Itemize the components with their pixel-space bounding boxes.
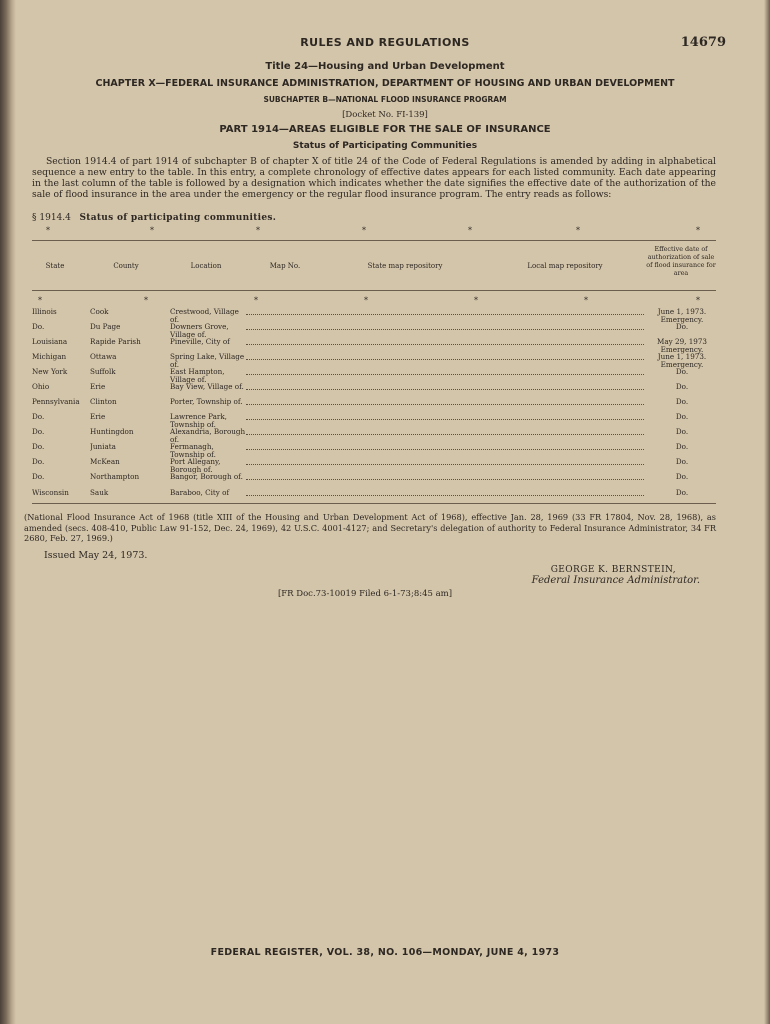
row-location: Pineville, City of <box>170 337 230 346</box>
row-location: Alexandria, Borough of. <box>170 427 246 444</box>
leader-dots <box>246 359 644 360</box>
omission-star: * <box>150 226 154 235</box>
row-effective-date: Do. <box>675 442 689 451</box>
row-state: Louisiana <box>32 338 68 346</box>
row-state: Ohio <box>32 383 50 391</box>
row-state: Do. <box>32 443 45 451</box>
leader-dots <box>246 374 644 375</box>
leader-dots <box>246 464 644 465</box>
col-header-state-repository: State map repository <box>367 262 443 270</box>
row-effective-date: Do. <box>675 427 689 436</box>
row-effective-date: Do. <box>675 397 689 406</box>
row-effective-date: June 1, 1973. Emergency. <box>657 352 707 369</box>
leader-dots <box>246 404 644 405</box>
row-county: Erie <box>90 383 106 391</box>
section-heading <box>32 213 276 223</box>
row-effective-date: Do. <box>675 472 689 481</box>
omission-star: * <box>38 296 42 305</box>
authority-citation: (National Flood Insurance Act of 1968 (title XIII of the Housing and Urban Development Act of 1968), effective Jan. 28, 1969 (33 FR 17804, Nov. 28, 1968), as amended (secs. 408-410, Public Law 91-152, Dec. 24, 1969), 42 U.S.C. 4001-4127; and Secretary's delegation of authority to Federal Insurance Administrator, 34 FR 2680, Feb. 27, 1969.) <box>24 512 716 543</box>
table-header-rule <box>32 290 716 291</box>
row-effective-date: Do. <box>675 322 689 331</box>
part-heading: PART 1914—AREAS ELIGIBLE FOR THE SALE OF INSURANCE <box>219 124 551 135</box>
row-effective-date: Do. <box>675 488 689 497</box>
omission-star: * <box>696 226 700 235</box>
docket-number: [Docket No. FI-139] <box>342 110 428 120</box>
row-state: Do. <box>32 428 45 436</box>
leader-dots <box>246 329 644 330</box>
leader-dots <box>246 389 644 390</box>
title-heading: Title 24—Housing and Urban Development <box>265 61 505 72</box>
row-state: Pennsylvania <box>32 398 80 406</box>
leader-dots <box>246 419 644 420</box>
fr-doc-number: [FR Doc.73-10019 Filed 6-1-73;8:45 am] <box>277 589 453 599</box>
row-location: Lawrence Park, Township of. <box>170 412 227 429</box>
omission-star: * <box>46 226 50 235</box>
col-header-state: State <box>45 262 65 270</box>
row-location: Fermanagh, Township of. <box>170 442 216 459</box>
row-county: Cook <box>90 308 109 316</box>
row-location: Bay View, Village of. <box>170 382 244 391</box>
row-state: Do. <box>32 458 45 466</box>
omission-star: * <box>144 296 148 305</box>
col-header-local-repository: Local map repository <box>527 262 603 270</box>
page-edge-shadow <box>764 0 770 1024</box>
table-top-rule <box>32 240 716 241</box>
row-location: Bangor, Borough of. <box>170 472 243 481</box>
row-county: Suffolk <box>90 368 116 376</box>
omission-star: * <box>256 226 260 235</box>
row-location: Crestwood, Village of. <box>170 307 239 324</box>
row-location: Porter, Township of. <box>170 397 243 406</box>
row-location: Baraboo, City of <box>170 488 230 497</box>
row-county: Erie <box>90 413 106 421</box>
row-state: Wisconsin <box>32 489 69 497</box>
row-state: Michigan <box>32 353 67 361</box>
col-header-location: Location <box>190 262 222 270</box>
row-county: Du Page <box>90 323 121 331</box>
leader-dots <box>246 314 644 315</box>
omission-star: * <box>364 296 368 305</box>
running-title: RULES AND REGULATIONS <box>300 36 470 49</box>
omission-star: * <box>254 296 258 305</box>
row-state: Do. <box>32 473 45 481</box>
leader-dots <box>246 344 644 345</box>
omission-star: * <box>468 226 472 235</box>
omission-stars-table <box>32 296 716 304</box>
row-state: Do. <box>32 413 45 421</box>
section-number: § 1914.4 <box>32 213 71 223</box>
row-state: Do. <box>32 323 45 331</box>
row-state: Illinois <box>32 308 57 316</box>
col-header-map-no: Map No. <box>269 262 301 270</box>
leader-dots <box>246 495 644 496</box>
col-header-effective-date: Effective date of authorization of sale of flood insurance for area <box>646 245 716 277</box>
omission-stars-top <box>32 226 716 234</box>
omission-star: * <box>362 226 366 235</box>
omission-star: * <box>584 296 588 305</box>
page-number: 14679 <box>680 35 726 50</box>
row-location: Port Allegany, Borough of. <box>170 457 221 474</box>
row-state: New York <box>32 368 68 376</box>
section-title: Status of participating communities. <box>79 213 277 223</box>
omission-star: * <box>576 226 580 235</box>
row-county: McKean <box>90 458 120 466</box>
row-county: Juniata <box>90 443 116 451</box>
omission-star: * <box>696 296 700 305</box>
row-county: Northampton <box>90 473 140 481</box>
page-footer: FEDERAL REGISTER, VOL. 38, NO. 106—MONDAY, JUNE 4, 1973 <box>210 947 560 958</box>
issued-date: Issued May 24, 1973. <box>44 550 148 561</box>
row-county: Rapide Parish <box>90 338 141 346</box>
row-county: Huntingdon <box>90 428 134 436</box>
signer-title: Federal Insurance Administrator. <box>531 575 700 586</box>
row-location: Spring Lake, Village of. <box>170 352 245 369</box>
leader-dots <box>246 479 644 480</box>
row-effective-date: May 29, 1973 Emergency. <box>657 337 707 354</box>
row-effective-date: June 1, 1973. Emergency. <box>657 307 707 324</box>
row-effective-date: Do. <box>675 457 689 466</box>
row-location: East Hampton, Village of. <box>170 367 225 384</box>
table-bottom-rule <box>32 503 716 504</box>
leader-dots <box>246 434 644 435</box>
row-county: Ottawa <box>90 353 117 361</box>
omission-star: * <box>474 296 478 305</box>
subject-heading: Status of Participating Communities <box>292 141 478 151</box>
leader-dots <box>246 449 644 450</box>
row-effective-date: Do. <box>675 412 689 421</box>
row-effective-date: Do. <box>675 367 689 376</box>
row-county: Sauk <box>90 489 109 497</box>
row-effective-date: Do. <box>675 382 689 391</box>
intro-paragraph: Section 1914.4 of part 1914 of subchapter B of chapter X of title 24 of the Code of Federal Regulations is amended by adding in alphabetical sequence a new entry to the table. In this entry, a complete chronology of effective dates appears for each listed community. Each date appearing in the last column of the table is followed by a designation which indicates whether the date signifies the effective date of the authorization of the sale of flood insurance in the area under the emergency or the regular flood insurance program. The entry reads as follows: <box>32 156 716 200</box>
page-binding-shadow <box>0 0 16 1024</box>
chapter-heading: CHAPTER X—FEDERAL INSURANCE ADMINISTRATION, DEPARTMENT OF HOUSING AND URBAN DEVELOPMENT <box>95 78 675 89</box>
subchapter-heading: SUBCHAPTER B—NATIONAL FLOOD INSURANCE PROGRAM <box>263 95 507 104</box>
signer-name: GEORGE K. BERNSTEIN, <box>550 565 676 575</box>
row-location: Downers Grove, Village of. <box>170 322 229 339</box>
row-county: Clinton <box>90 398 117 406</box>
col-header-county: County <box>113 262 139 270</box>
